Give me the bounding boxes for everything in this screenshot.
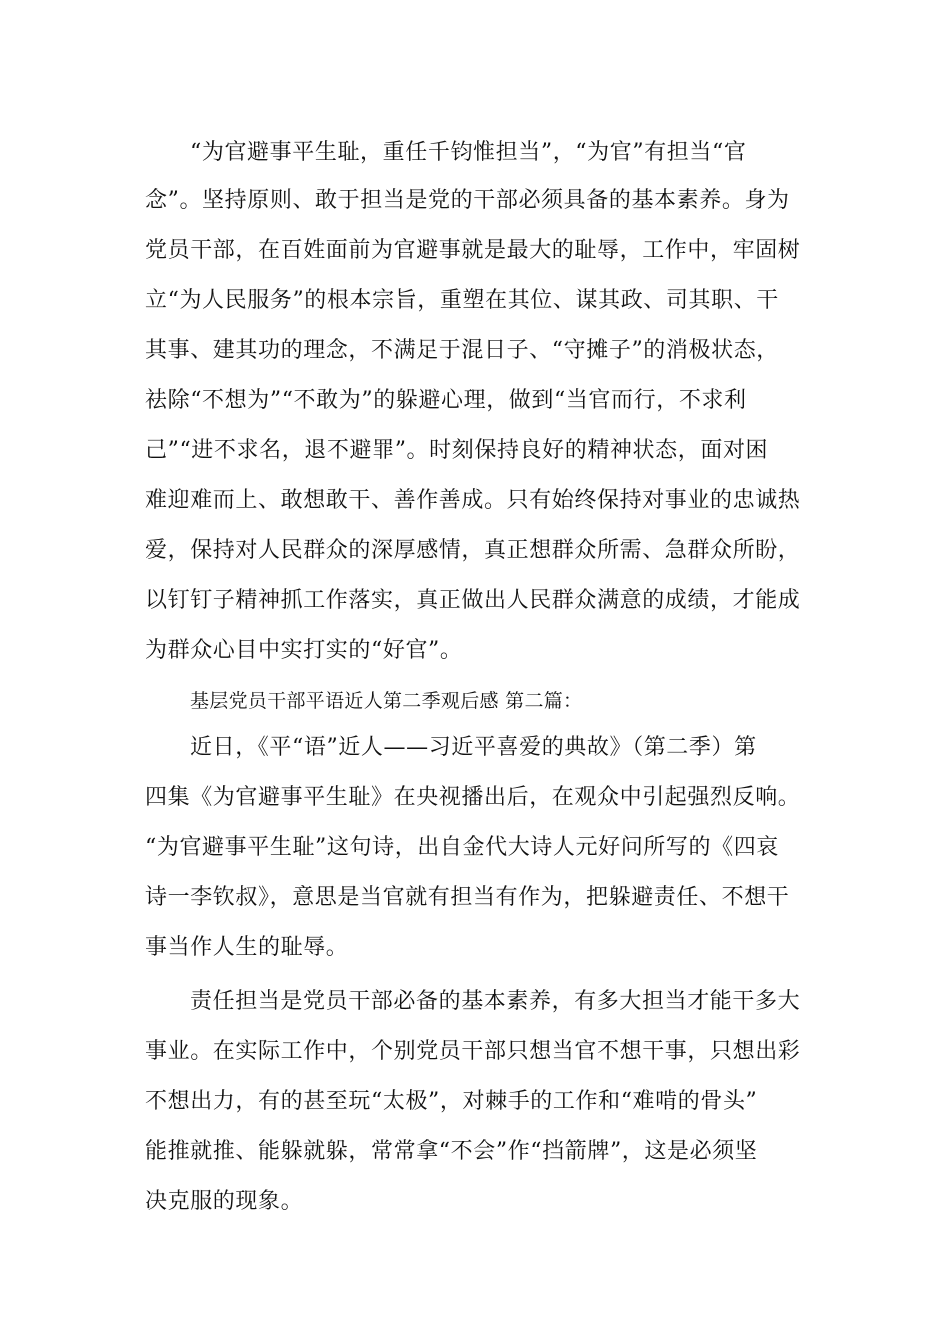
text-line: 四集《为官避事平生耻》在央视播出后，在观众中引起强烈反响。 [145, 785, 801, 810]
text-line: 祛除“不想为”“不敢为”的躲避心理，做到“当官而行，不求利 [145, 388, 747, 413]
text-line: 爱，保持对人民群众的深厚感情，真正想群众所需、急群众所盼， [145, 538, 801, 563]
text-line: “为官避事平生耻，重任千钧惟担当”，“为官”有担当“官 [190, 140, 747, 165]
text-line: 党员干部，在百姓面前为官避事就是最大的耻辱，工作中，牢固树 [145, 238, 801, 263]
text-line: 决克服的现象。 [145, 1189, 304, 1214]
text-line: 难迎难而上、敢想敢干、善作善成。只有始终保持对事业的忠诚热 [145, 488, 801, 513]
text-line: 己”“进不求名，退不避罪”。时刻保持良好的精神状态，面对困 [145, 438, 769, 463]
text-line: “为官避事平生耻”这句诗，出自金代大诗人元好问所写的《四哀 [145, 835, 779, 860]
text-line: 以钉钉子精神抓工作落实，真正做出人民群众满意的成绩，才能成 [145, 588, 801, 613]
text-line: 责任担当是党员干部必备的基本素养，有多大担当才能干多大 [190, 989, 801, 1014]
text-line: 能推就推、能躲就躲，常常拿“不会”作“挡箭牌”，这是必须坚 [145, 1139, 758, 1164]
text-line: 念”。坚持原则、敢于担当是党的干部必须具备的基本素养。身为 [145, 188, 790, 213]
text-line: 诗一李钦叔》，意思是当官就有担当有作为，把躲避责任、不想干 [145, 885, 790, 910]
text-line: 事业。在实际工作中，个别党员干部只想当官不想干事，只想出彩 [145, 1039, 801, 1064]
text-line: 立“为人民服务”的根本宗旨，重塑在其位、谋其政、司其职、干 [145, 288, 779, 313]
section-heading: 基层党员干部平语近人第二季观后感 第二篇： [190, 690, 583, 712]
text-line: 其事、建其功的理念，不满足于混日子、“守摊子”的消极状态， [145, 338, 779, 363]
text-line: 事当作人生的耻辱。 [145, 935, 349, 960]
text-line: 不想出力，有的甚至玩“太极”，对棘手的工作和“难啃的骨头” [145, 1089, 758, 1114]
text-line: 为群众心目中实打实的“好官”。 [145, 638, 463, 663]
text-line: 近日，《平“语”近人——习近平喜爱的典故》（第二季）第 [190, 735, 757, 760]
